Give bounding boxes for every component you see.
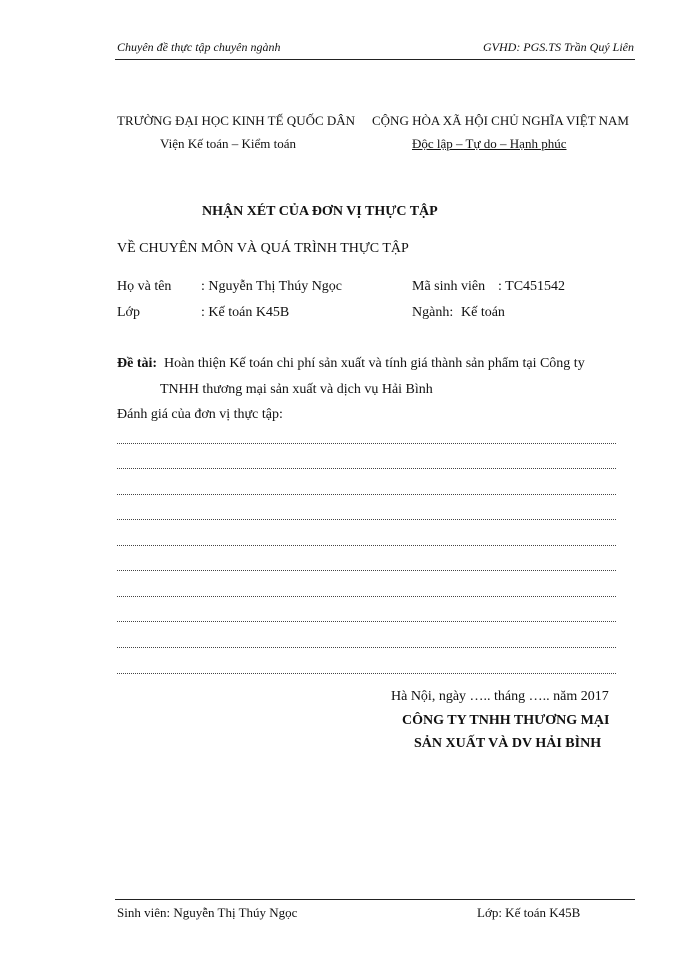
class-label: Lớp (117, 305, 140, 320)
evaluation-line (117, 443, 616, 444)
evaluation-line (117, 570, 616, 571)
evaluation-line (117, 647, 616, 648)
evaluation-line (117, 673, 616, 674)
student-id-label: Mã sinh viên (412, 279, 486, 294)
name-label: Họ và tên (117, 279, 172, 294)
topic-line2: TNHH thương mại sản xuất và dịch vụ Hải Bình (160, 382, 433, 397)
national-motto: Độc lập – Tự do – Hạnh phúc (412, 136, 567, 151)
header-right: GVHD: PGS.TS Trần Quý Liên (482, 40, 634, 54)
footer-class: Lớp: Kế toán K45B (477, 905, 581, 920)
university-name: TRƯỜNG ĐẠI HỌC KINH TẾ QUỐC DÂN (117, 113, 356, 128)
student-id-value: : TC451542 (498, 279, 566, 294)
header-divider (115, 59, 635, 60)
major-label: Ngành: (412, 305, 454, 320)
evaluation-label: Đánh giá của đơn vị thực tập: (117, 407, 283, 422)
major-value: Kế toán (461, 305, 505, 320)
company-name-line1: CÔNG TY TNHH THƯƠNG MẠI (402, 713, 610, 728)
topic-label: Đề tài: (117, 356, 158, 371)
national-title: CỘNG HÒA XÃ HỘI CHỦ NGHĨA VIỆT NAM (372, 113, 629, 128)
institute-name: Viện Kế toán – Kiểm toán (160, 136, 297, 151)
header-left: Chuyên đề thực tập chuyên ngành (117, 40, 281, 54)
company-name-line2: SẢN XUẤT VÀ DV HẢI BÌNH (414, 736, 602, 751)
form-title: NHẬN XÉT CỦA ĐƠN VỊ THỰC TẬP (202, 204, 438, 219)
evaluation-line (117, 468, 616, 469)
form-subtitle: VỀ CHUYÊN MÔN VÀ QUÁ TRÌNH THỰC TẬP (117, 241, 409, 256)
name-value: : Nguyễn Thị Thúy Ngọc (201, 279, 343, 294)
footer-divider (115, 899, 635, 900)
evaluation-line (117, 596, 616, 597)
topic-line1: Hoàn thiện Kế toán chi phí sản xuất và tính giá thành sản phẩm tại Công ty (164, 356, 585, 371)
evaluation-line (117, 621, 616, 622)
evaluation-line (117, 545, 616, 546)
date-line: Hà Nội, ngày ….. tháng ….. năm 2017 (391, 689, 609, 704)
evaluation-line (117, 494, 616, 495)
footer-student: Sinh viên: Nguyễn Thị Thúy Ngọc (117, 905, 298, 920)
evaluation-line (117, 519, 616, 520)
class-value: : Kế toán K45B (201, 305, 290, 320)
